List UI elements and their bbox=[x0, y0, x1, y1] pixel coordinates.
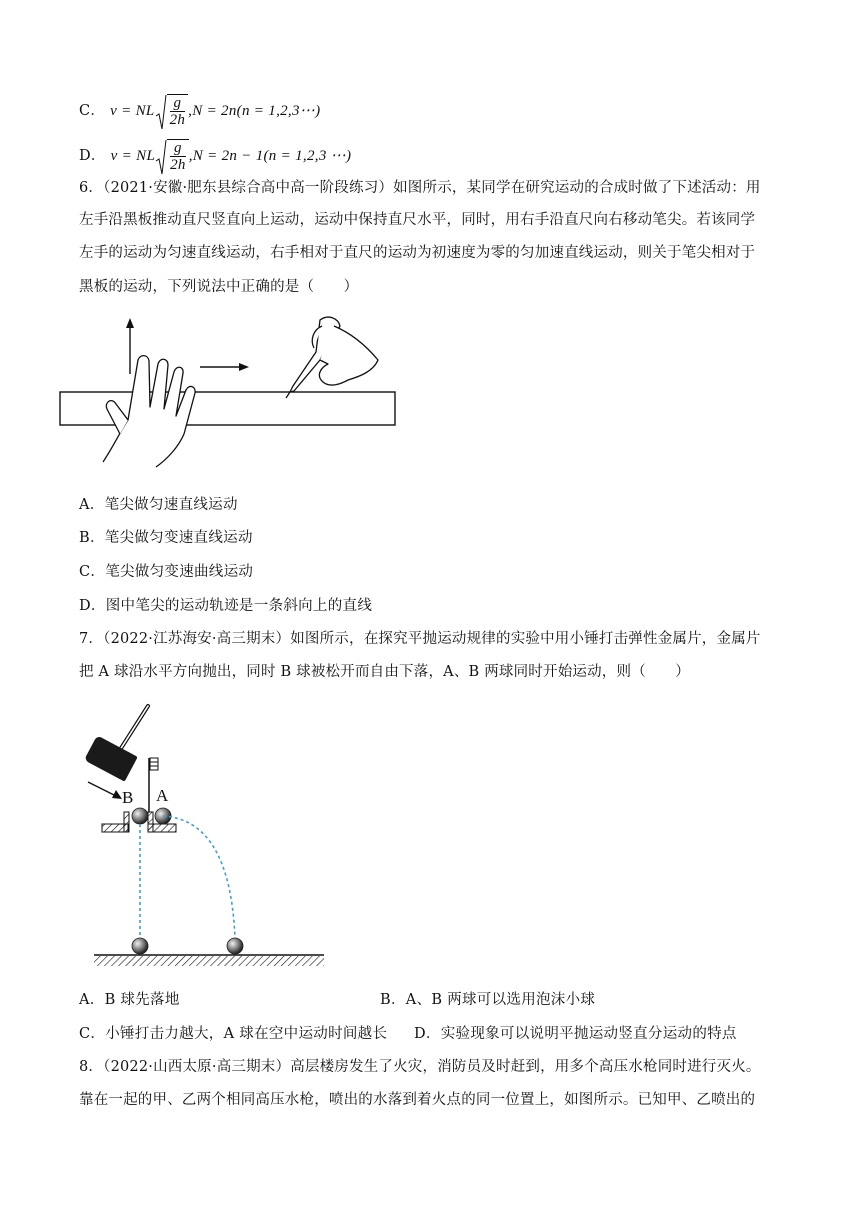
q6-stem-line-2: 左手沿黑板推动直尺竖直向上运动，运动中保持直尺水平，同时，用右手沿直尺向右移动笔尖。若该同学 bbox=[79, 212, 756, 228]
right-hand-pen-icon bbox=[286, 317, 378, 398]
q6-option-d: D．图中笔尖的运动轨迹是一条斜向上的直线 bbox=[79, 598, 373, 614]
option-d-formula bbox=[79, 139, 351, 173]
q7-option-b: B．A、B 两球可以选用泡沫小球 bbox=[380, 992, 596, 1008]
q6-stem-line-3: 左手的运动为匀速直线运动，右手相对于直尺的运动为初速度为零的匀加速直线运动，则关于笔尖相对于 bbox=[79, 245, 756, 261]
q6-option-a: A．笔尖做匀速直线运动 bbox=[79, 497, 238, 513]
fraction-denominator: 2h bbox=[170, 157, 186, 173]
ball-a-trajectory bbox=[163, 816, 235, 938]
formula-part: ,N = 2n − 1(n = 1,2,3 ⋯) bbox=[188, 148, 352, 164]
q6-option-c: C．笔尖做匀变速曲线运动 bbox=[79, 564, 254, 580]
sqrt-expression bbox=[155, 94, 189, 128]
q7-option-c: C．小锤打击力越大，A 球在空中运动时间越长 bbox=[79, 1026, 388, 1042]
strike-arrow-icon bbox=[88, 782, 122, 799]
q7-option-a: A．B 球先落地 bbox=[79, 992, 180, 1008]
option-label: D． bbox=[79, 148, 106, 164]
label-a: A bbox=[156, 786, 169, 805]
q7-option-d: D．实验现象可以说明平抛运动竖直分运动的特点 bbox=[414, 1026, 737, 1042]
q7-stem-line-2: 把 A 球沿水平方向抛出，同时 B 球被松开而自由下落，A、B 两球同时开始运动，则（ ） bbox=[79, 664, 690, 680]
fraction-numerator: g bbox=[170, 95, 186, 112]
right-arrow-icon bbox=[200, 363, 249, 371]
option-label: C． bbox=[79, 103, 106, 119]
fraction-numerator: g bbox=[170, 140, 186, 157]
q6-option-b: B．笔尖做匀变速直线运动 bbox=[79, 530, 253, 546]
q8-stem-line-1: 8．（2022·山西太原·高三期末）高层楼房发生了火灾，消防员及时赶到，用多个高压水枪同时进行灭火。 bbox=[79, 1059, 761, 1075]
formula-part: v = NL bbox=[110, 103, 155, 119]
formula-part: ,N = 2n(n = 1,2,3⋯) bbox=[188, 103, 321, 119]
ground bbox=[94, 955, 324, 966]
fraction-denominator: 2h bbox=[169, 112, 186, 128]
sqrt-expression bbox=[155, 139, 189, 173]
ball-a-landed bbox=[227, 938, 243, 954]
q6-stem-line-1: 6．（2021·安徽·肥东县综合高中高一阶段练习）如图所示，某同学在研究运动的合成时做了下述活动：用 bbox=[79, 180, 761, 196]
left-hand-icon bbox=[103, 356, 195, 467]
option-c-formula bbox=[79, 94, 320, 128]
q7-figure-projectile bbox=[80, 700, 340, 975]
q6-stem-line-4: 黑板的运动，下列说法中正确的是（ ） bbox=[79, 279, 359, 295]
ball-b-landed bbox=[132, 938, 148, 954]
formula-part: v = NL bbox=[110, 148, 156, 164]
ball-b-start bbox=[132, 808, 148, 824]
hammer-icon bbox=[84, 735, 138, 781]
q6-figure-ruler-pen bbox=[58, 312, 403, 472]
up-arrow-icon bbox=[126, 318, 134, 374]
label-b: B bbox=[122, 788, 134, 807]
q8-stem-line-2: 靠在一起的甲、乙两个相同高压水枪，喷出的水落到着火点的同一位置上，如图所示。已知甲、乙喷出的 bbox=[79, 1092, 756, 1108]
q7-stem-line-1: 7．（2022·江苏海安·高三期末）如图所示，在探究平抛运动规律的实验中用小锤打击弹性金属片，金属片 bbox=[79, 631, 761, 647]
